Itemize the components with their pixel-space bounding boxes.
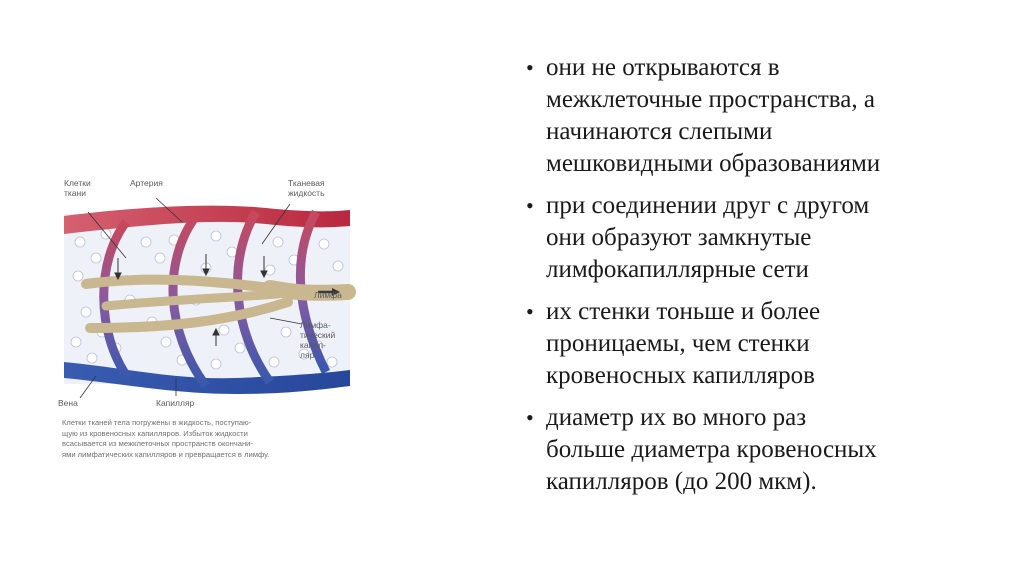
- bullet-text: они не открываются в: [546, 54, 780, 81]
- caption-line: Клетки тканей тела погружены в жидкость, поступаю-: [62, 418, 252, 427]
- label-tissue-fluid-2: жидкость: [288, 188, 325, 198]
- bullet-text: проницаемы, чем стенки: [546, 330, 810, 357]
- label-lymph-capillary-1: Лимфа-: [300, 320, 331, 330]
- bullet-list: [522, 52, 1002, 508]
- bullet-icon: •: [526, 299, 534, 324]
- bullet-icon: •: [526, 193, 534, 218]
- label-tissue-fluid-1: Тканевая: [288, 178, 325, 188]
- label-capillary: Капилляр: [156, 398, 195, 408]
- figure-caption: [62, 418, 344, 460]
- bullet-text: капилляров (до 200 мкм).: [546, 468, 817, 495]
- label-lymph-capillary-2: тический: [300, 330, 336, 340]
- bullet-icon: •: [526, 55, 534, 80]
- bullet-item: [522, 190, 1002, 286]
- caption-line: всасывается из межклеточных пространств окончани-: [62, 439, 253, 449]
- bullet-icon: •: [526, 405, 534, 430]
- caption-line: ями лимфатических капилляров и превращается в лимфу.: [62, 449, 270, 459]
- label-artery: Артерия: [130, 178, 163, 188]
- label-cells-2: ткани: [64, 188, 86, 198]
- bullet-text: их стенки тоньше и более: [546, 298, 821, 325]
- bullet-text: они образуют замкнутые: [546, 224, 812, 251]
- label-lymph: Лимфа: [314, 290, 342, 300]
- caption-line: щую из кровеносных капилляров. Избыток жидкости: [62, 428, 248, 438]
- bullet-item: [522, 402, 1002, 498]
- bullet-text: лимфокапиллярные сети: [546, 256, 809, 283]
- bullet-text: при соединении друг с другом: [546, 192, 870, 219]
- bullet-item: [522, 52, 1002, 180]
- bullet-text: кровеносных капилляров: [546, 362, 815, 389]
- label-cells-1: Клетки: [64, 178, 91, 188]
- label-lymph-capillary-4: ляр: [300, 350, 315, 360]
- label-lymph-capillary-3: капил-: [300, 340, 326, 350]
- bullet-text: больше диаметра кровеносных: [546, 436, 877, 463]
- bullet-text: начинаются слепыми: [546, 118, 773, 145]
- bullet-text: диаметр их во много раз: [546, 404, 807, 431]
- bullet-text: межклеточные пространства, а: [546, 86, 875, 113]
- bullet-text: мешковидными образованиями: [546, 150, 881, 177]
- label-vein: Вена: [58, 398, 78, 408]
- bullet-item: [522, 296, 1002, 392]
